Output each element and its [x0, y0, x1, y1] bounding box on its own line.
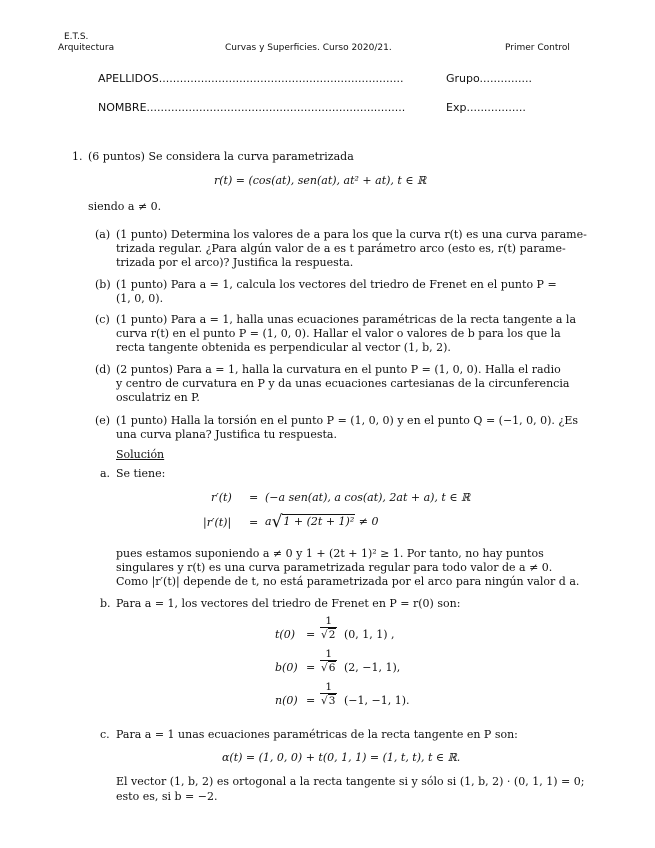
solution-a-intro: Se tiene:	[116, 467, 166, 480]
part-line: trizada por el arco)? Justifica la respuesta.	[116, 256, 354, 269]
eq2-rhs: a√1 + (2t + 1)² ≠ 0	[265, 512, 379, 532]
grupo-field	[446, 72, 532, 85]
frenet-fraction: $\frac{1}{√2}$	[321, 615, 336, 641]
frac-num: 1	[320, 681, 337, 694]
eq2-radicand: 1 + (2t + 1)²	[283, 515, 355, 528]
grupo-label: Grupo	[446, 72, 480, 85]
eq1-sign: =	[249, 491, 259, 504]
exp-dots: .................	[466, 101, 526, 114]
solution-a-label: a.	[100, 467, 111, 480]
part-label: (e)	[95, 414, 111, 427]
frenet-lhs: b(0)	[275, 661, 298, 674]
apellidos-field	[98, 72, 404, 85]
frac-num: 1	[320, 648, 337, 661]
problem-number: 1.	[72, 150, 83, 163]
part-line: (1 punto) Para a = 1, calcula los vectores del triedro de Frenet en el punto P =	[116, 278, 557, 291]
frenet-sign: =	[306, 628, 316, 641]
nombre-label: NOMBRE	[98, 101, 147, 114]
part-line: (1, 0, 0).	[116, 292, 164, 305]
part-line: una curva plana? Justifica tu respuesta.	[116, 428, 337, 441]
tangent-line-eq: α(t) = (1, 0, 0) + t(0, 1, 1) = (1, t, t), t ∈ ℝ.	[222, 751, 461, 764]
solution-c-line: esto es, si b = −2.	[116, 790, 218, 803]
part-line: recta tangente obtenida es perpendicular al vector (1, b, 2).	[116, 341, 451, 354]
part-label: (d)	[95, 363, 111, 376]
part-line: (1 punto) Determina los valores de a para los que la curva r(t) es una curva parame-	[116, 228, 587, 241]
condition-text: siendo a ≠ 0.	[88, 200, 162, 213]
eq2-post: ≠ 0	[355, 515, 379, 528]
part-line: curva r(t) en el punto P = (1, 0, 0). Hallar el valor o valores de b para los que la	[116, 327, 561, 340]
frenet-sign: =	[306, 661, 316, 674]
solution-c-label: c.	[100, 728, 110, 741]
frenet-vector: (−1, −1, 1).	[344, 694, 410, 707]
grupo-dots: ...............	[479, 72, 532, 85]
solution-heading: Solución	[116, 448, 165, 461]
eq1-lhs: r′(t)	[211, 491, 232, 504]
part-label: (b)	[95, 278, 111, 291]
apellidos-dots: ......................................................................	[158, 72, 404, 85]
frenet-vector: (2, −1, 1),	[344, 661, 401, 674]
frac-den: 6	[328, 662, 336, 674]
frac-den: 3	[328, 695, 336, 707]
part-line: trizada regular. ¿Para algún valor de a es t parámetro arco (esto es, r(t) parame-	[116, 242, 566, 255]
eq2-sign: =	[249, 516, 259, 529]
problem-intro: (6 puntos) Se considera la curva parametrizada	[88, 150, 354, 163]
frenet-lhs: t(0)	[275, 628, 296, 641]
solution-a-line: pues estamos suponiendo a ≠ 0 y 1 + (2t + 1)² ≥ 1. Por tanto, no hay puntos	[116, 547, 544, 560]
solution-a-line: Como |r′(t)| depende de t, no está parametrizada por el arco para ningún valor d a.	[116, 575, 580, 588]
solution-c-intro: Para a = 1 unas ecuaciones paramétricas de la recta tangente en P son:	[116, 728, 518, 741]
frac-num: 1	[320, 615, 337, 628]
solution-b-label: b.	[100, 597, 111, 610]
eq2-coef: a	[265, 515, 272, 528]
apellidos-label: APELLIDOS	[98, 72, 159, 85]
exam-title: Primer Control	[505, 43, 570, 53]
curve-equation: r(t) = (cos(at), sen(at), at² + at), t ∈ ℝ	[214, 174, 427, 187]
part-line: osculatriz en P.	[116, 391, 200, 404]
part-line: (1 punto) Halla la torsión en el punto P = (1, 0, 0) y en el punto Q = (−1, 0, 0). ¿Es	[116, 414, 578, 427]
frenet-sign: =	[306, 694, 316, 707]
part-label: (c)	[95, 313, 110, 326]
frenet-vector: (0, 1, 1) ,	[344, 628, 395, 641]
nombre-field	[98, 101, 405, 114]
nombre-dots: ..........................................................................	[146, 101, 406, 114]
exp-field	[446, 101, 526, 114]
course-title: Curvas y Superficies. Curso 2020/21.	[225, 43, 392, 53]
frenet-lhs: n(0)	[275, 694, 298, 707]
solution-b-intro: Para a = 1, los vectores del triedro de Frenet en P = r(0) son:	[116, 597, 461, 610]
part-line: (1 punto) Para a = 1, halla unas ecuaciones paramétricas de la recta tangente a la	[116, 313, 577, 326]
eq2-lhs: |r′(t)|	[203, 516, 232, 529]
solution-c-line: El vector (1, b, 2) es ortogonal a la recta tangente si y sólo si (1, b, 2) · (0, 1, 1) = 0;	[116, 775, 585, 788]
exp-label: Exp	[446, 101, 467, 114]
part-line: y centro de curvatura en P y da unas ecuaciones cartesianas de la circunferencia	[116, 377, 570, 390]
school-department: Arquitectura	[58, 43, 115, 53]
frac-den: 2	[328, 629, 336, 641]
frenet-fraction: $\frac{1}{√3}$	[321, 681, 336, 707]
part-label: (a)	[95, 228, 111, 241]
eq1-rhs: (−a sen(at), a cos(at), 2at + a), t ∈ ℝ	[265, 491, 471, 504]
frenet-fraction: $\frac{1}{√6}$	[321, 648, 336, 674]
solution-a-line: singulares y r(t) es una curva parametrizada regular para todo valor de a ≠ 0.	[116, 561, 553, 574]
school-name: E.T.S.	[64, 32, 89, 42]
part-line: (2 puntos) Para a = 1, halla la curvatura en el punto P = (1, 0, 0). Halla el radio	[116, 363, 561, 376]
